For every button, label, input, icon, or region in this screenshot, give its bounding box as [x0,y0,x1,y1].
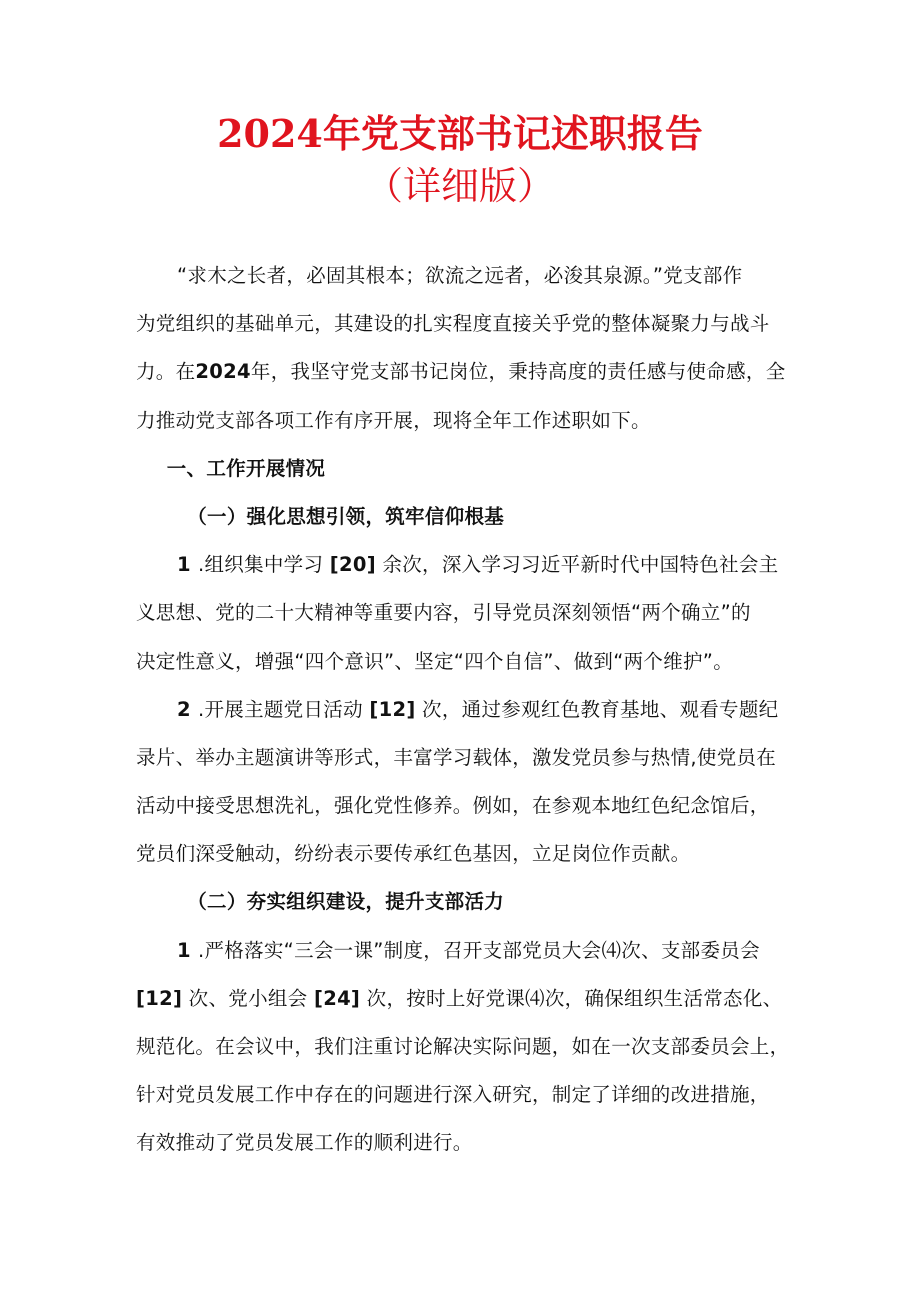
text-line [136,595,796,643]
text-segment: 力。在 [136,360,196,384]
text-line [136,258,796,306]
document-subtitle: （详细版） [364,164,555,208]
text-segment: “求木之长者，必固其根本；欲流之远者，必浚其泉源。”党支部作 [177,264,743,287]
text-line [136,1029,796,1077]
text-segment: .严格落实“三会一课”制度，召开支部党员大会⑷次、支部委员会 [197,938,760,962]
text-segment: .组织集中学习 [197,553,330,577]
bold-text: 2 [177,697,198,721]
text-line [136,884,796,932]
bold-text: （一）强化思想引领，筑牢信仰根基 [187,504,505,528]
text-segment: 年，我坚守党支部书记岗位，秉持高度的责任感与使命感，全 [250,360,786,384]
text-segment: 规范化。在会议中，我们注重讨论解决实际问题，如在一次支部委员会上， [136,1035,790,1058]
text-segment: 党员们深受触动，纷纷表示要传承红色基因，立足岗位作贡献。 [136,842,691,866]
text-line [136,836,796,884]
text-line [136,354,796,402]
document-title: 2024年党支部书记述职报告 [217,111,703,156]
text-segment: 决定性意义，增强“四个意识”、坚定“四个自信”、做到“两个维护”。 [136,649,734,673]
text-segment: 力推动党支部各项工作有序开展，现将全年工作述职如下。 [136,408,651,432]
text-segment: 录片、举办主题演讲等形式，丰富学习载体，激发党员参与热情,使党员在 [136,745,777,769]
text-line [136,788,796,836]
text-line [136,403,796,451]
bold-text: [24] [313,986,361,1010]
text-segment: .开展主题党日活动 [197,697,370,721]
text-segment: 次、党小组会 [182,986,314,1010]
text-segment: 有效推动了党员发展工作的顺利进行。 [136,1131,473,1155]
bold-text: [12] [369,697,416,721]
text-segment: 次，通过参观红色教育基地、观看专题纪 [415,697,779,721]
text-line [136,740,796,788]
text-line [136,1077,796,1125]
bold-text: 1 [177,938,198,962]
bold-text: 1 [177,553,198,577]
text-segment: 活动中接受思想洗礼，强化党性修养。例如，在参观本地红色纪念馆后， [136,794,770,818]
bold-text: 2024 [195,360,251,384]
text-line [136,981,796,1029]
bold-text: 一、工作开展情况 [166,456,326,480]
text-segment: 义思想、党的二十大精神等重要内容，引导党员深刻领悟“两个确立”的 [136,601,751,625]
text-line [136,933,796,981]
text-line [136,499,796,547]
text-line [136,451,796,499]
text-line [136,306,796,354]
text-segment: 为党组织的基础单元，其建设的扎实程度直接关乎党的整体凝聚力与战斗 [136,312,770,336]
text-line [136,547,796,595]
text-segment: 次，按时上好党课⑷次，确保组织生活常态化、 [360,986,783,1010]
document-body [136,258,796,1174]
text-line [136,1125,796,1173]
bold-text: （二）夯实组织建设，提升支部活力 [187,890,505,914]
text-line [136,644,796,692]
text-line [136,692,796,740]
bold-text: [12] [136,986,183,1010]
bold-text: [20] [329,553,376,577]
text-segment: 针对党员发展工作中存在的问题进行深入研究，制定了详细的改进措施， [136,1083,770,1107]
text-segment: 余次，深入学习习近平新时代中国特色社会主 [375,553,779,577]
